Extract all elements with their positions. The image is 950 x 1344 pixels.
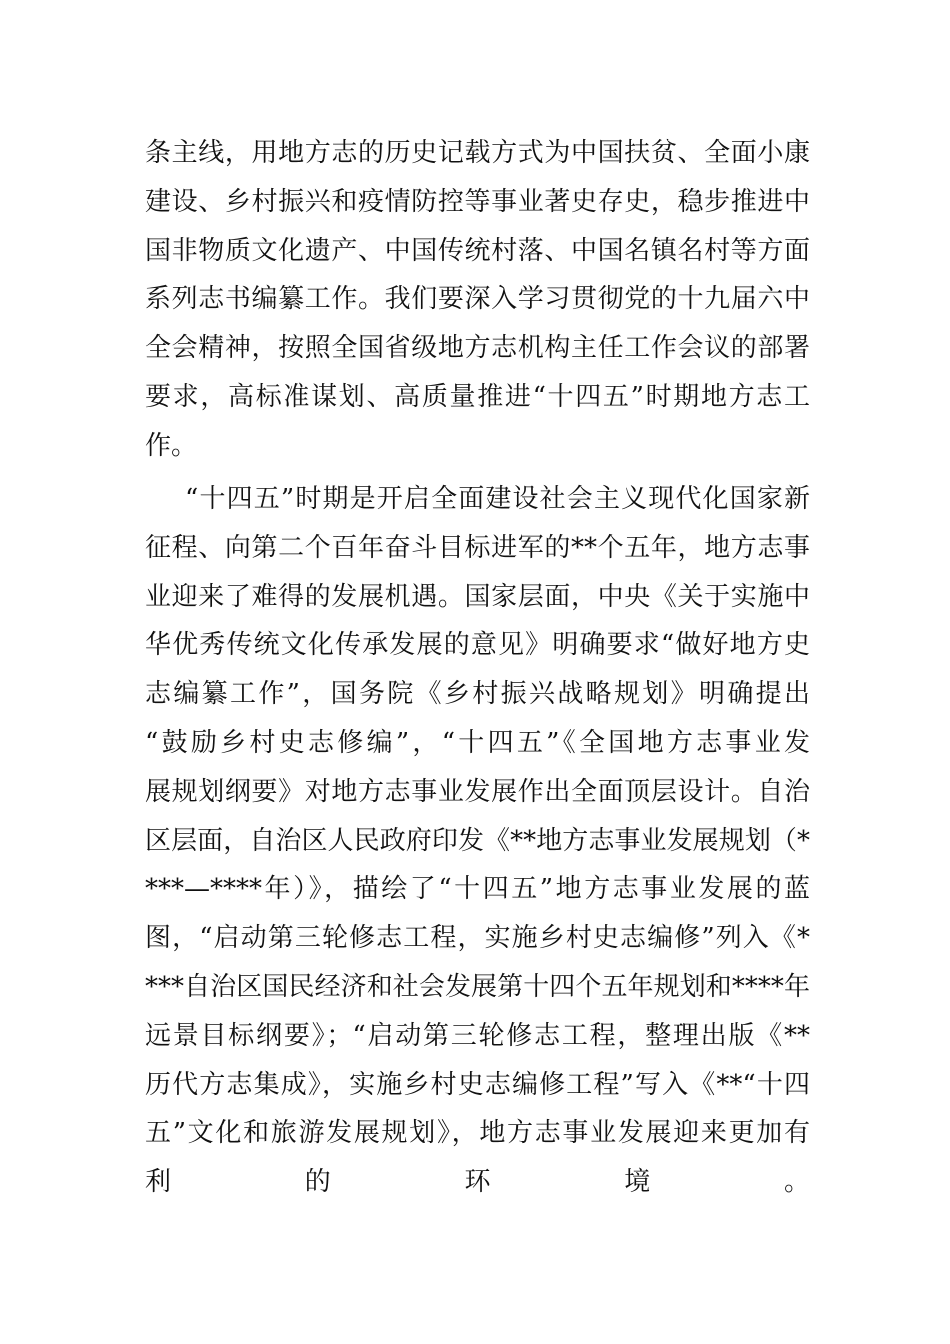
- paragraph-line: 征程、向第二个百年奋斗目标进军的**个五年，地方志事: [145, 532, 810, 563]
- paragraph-line: 远景目标纲要》；“启动第三轮修志工程，整理出版《**: [145, 1020, 810, 1051]
- paragraph-line: 华优秀传统文化传承发展的意见》明确要求“做好地方史: [145, 630, 810, 661]
- paragraph-line: 志编纂工作”，国务院《乡村振兴战略规划》明确提出: [145, 679, 810, 710]
- paragraph-line: 区层面，自治区人民政府印发《**地方志事业发展规划（*: [145, 825, 810, 856]
- paragraph-line: 国非物质文化遗产、中国传统村落、中国名镇名村等方面: [145, 235, 810, 266]
- paragraph-line: 作。: [145, 430, 198, 461]
- paragraph-line: 建设、乡村振兴和疫情防控等事业著史存史，稳步推进中: [145, 186, 810, 217]
- paragraph-line: “十四五”时期是开启全面建设社会主义现代化国家新: [185, 484, 810, 514]
- paragraph-line: 五”文化和旅游发展规划》，地方志事业发展迎来更加有: [145, 1118, 810, 1149]
- paragraph-1: [145, 129, 810, 471]
- paragraph-line: 利的环境。: [145, 1167, 810, 1198]
- paragraph-line: 图，“启动第三轮修志工程，实施乡村史志编修”列入《*: [145, 923, 810, 954]
- paragraph-line: 全会精神，按照全国省级地方志机构主任工作会议的部署: [145, 333, 810, 364]
- paragraph-line: 条主线，用地方志的历史记载方式为中国扶贫、全面小康: [145, 138, 810, 168]
- paragraph-line: 展规划纲要》对地方志事业发展作出全面顶层设计。自治: [145, 776, 810, 807]
- paragraph-line: 要求，高标准谋划、高质量推进“十四五”时期地方志工: [145, 381, 810, 412]
- paragraph-line: ***—****年）》，描绘了“十四五”地方志事业发展的蓝: [145, 874, 810, 905]
- paragraph-line: ***自治区国民经济和社会发展第十四个五年规划和****年: [145, 971, 810, 1002]
- paragraph-line: “鼓励乡村史志修编”，“十四五”《全国地方志事业发: [145, 727, 810, 758]
- paragraph-2: [145, 475, 810, 1256]
- paragraph-line: 历代方志集成》，实施乡村史志编修工程”写入《**“十四: [145, 1069, 810, 1100]
- paragraph-line: 系列志书编纂工作。我们要深入学习贯彻党的十九届六中: [145, 284, 810, 315]
- paragraph-line: [145, 1207, 810, 1256]
- paragraph-line: 业迎来了难得的发展机遇。国家层面，中央《关于实施中: [145, 581, 810, 612]
